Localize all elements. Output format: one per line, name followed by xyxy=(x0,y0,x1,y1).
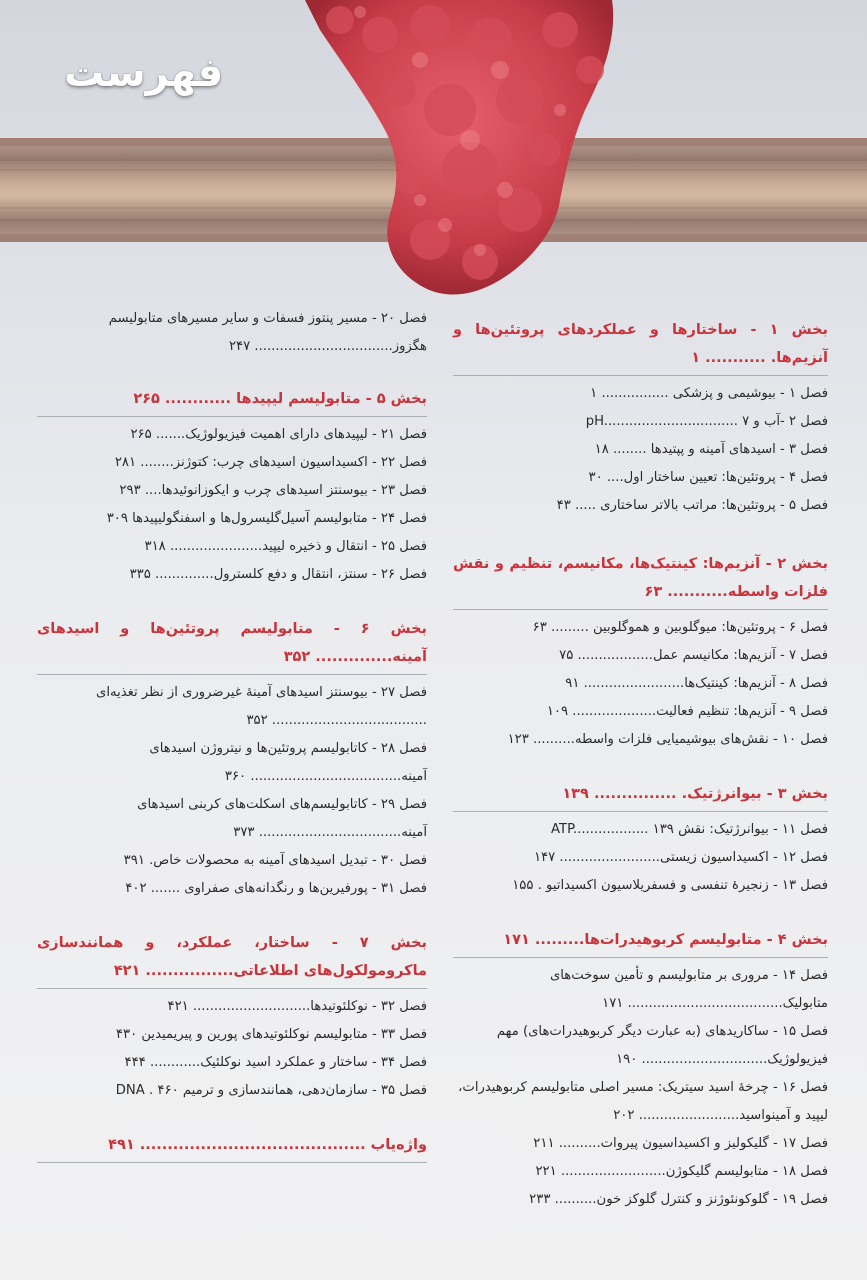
toc-section xyxy=(37,929,427,1105)
chapter-entry[interactable]: فصل ۲۴ - متابولیسم آسیل‌گلیسرول‌ها و اسفنگولیپیدها ۳۰۹ xyxy=(106,511,427,526)
chapter-entry[interactable]: فصل ۳ - اسیدهای آمینه و پپتیدها ........ ۱۸ xyxy=(594,442,828,457)
chapter-entry[interactable]: فصل ۱۰ - نقش‌های بیوشیمیایی فلزات واسطه.......... ۱۲۳ xyxy=(507,732,828,747)
section-divider xyxy=(37,988,427,989)
section-title[interactable]: بخش ۱ - ساختارها و عملکردهای پروتئین‌ها و آنزیم‌ها. ........... ۱ xyxy=(453,322,828,366)
section-divider xyxy=(37,674,427,675)
chapter-entry[interactable]: فصل ۵ - پروتئین‌ها: مراتب بالاتر ساختاری ..... ۴۳ xyxy=(556,498,828,513)
toc-section xyxy=(453,926,828,1214)
chapter-entry[interactable]: فصل ۶ - پروتئین‌ها: میوگلوبین و هموگلوبین ......... ۶۳ xyxy=(532,620,828,635)
chapter-entry[interactable]: فصل ۲۵ - انتقال و ذخیره لیپید...................... ۳۱۸ xyxy=(144,539,427,554)
chapter-entry[interactable]: فصل ۳۰ - تبدیل اسیدهای آمینه به محصولات خاص. ۳۹۱ xyxy=(123,853,427,868)
section-divider xyxy=(453,609,828,610)
chapter-entry[interactable]: فصل ۱۹ - گلوکونئوژنز و کنترل گلوکز خون.......... ۲۳۳ xyxy=(529,1192,828,1207)
toc-section xyxy=(37,305,427,361)
chapter-entry[interactable]: فصل ۲۳ - بیوسنتز اسیدهای چرب و ایکوزانوئیدها.... ۲۹۳ xyxy=(119,483,427,498)
chapter-entry[interactable]: فصل ۱۸ - متابولیسم گلیکوژن......................... ۲۲۱ xyxy=(535,1164,828,1179)
section-title[interactable]: بخش ۳ - بیوانرژتیک. ............... ۱۳۹ xyxy=(562,786,828,802)
chapter-entry[interactable]: فصل ۲۹ - کاتابولیسم‌های اسکلت‌های کربنی اسیدهای آمینه.................................. ۳۷۳ xyxy=(137,797,427,840)
header-illustration xyxy=(0,0,867,300)
chapter-entry[interactable]: فصل ۴ - پروتئین‌ها: تعیین ساختار اول.... ۳۰ xyxy=(588,470,828,485)
chapter-entry[interactable]: فصل ۲ -آب و pH................................ ۷ xyxy=(585,414,828,429)
chapter-entry[interactable]: فصل ۲۸ - کاتابولیسم پروتئین‌ها و نیتروژن اسیدهای آمینه.................................... ۳۶۰ xyxy=(149,741,427,784)
chapter-entry[interactable]: فصل ۷ - آنزیم‌ها: مکانیسم عمل.................. ۷۵ xyxy=(559,648,828,663)
chapter-entry[interactable]: فصل ۳۱ - پورفیرین‌ها و رنگدانه‌های صفراوی ....... ۴۰۲ xyxy=(125,881,427,896)
toc-section xyxy=(453,316,828,520)
chapter-entry[interactable]: فصل ۲۱ - لیپیدهای دارای اهمیت فیزیولوژیک....... ۲۶۵ xyxy=(130,427,427,442)
toc-section xyxy=(453,780,828,900)
page-title: فهرست xyxy=(64,50,224,96)
chapter-entry[interactable]: فصل ۳۳ - متابولیسم نوکلئوتیدهای پورین و پیریمیدین ۴۳۰ xyxy=(115,1027,427,1042)
chapter-entry[interactable]: فصل ۲۷ - بیوسنتز اسیدهای آمینهٔ غیرضروری از نظر تغذیه‌ای ..................................... ۳۵۲ xyxy=(96,685,427,728)
section-divider xyxy=(37,1162,427,1163)
chapter-entry[interactable]: فصل ۱۴ - مروری بر متابولیسم و تأمین سوخت‌های متابولیک..................................... ۱۷۱ xyxy=(549,968,828,1011)
section-divider xyxy=(453,957,828,958)
section-divider xyxy=(453,811,828,812)
chapter-entry[interactable]: فصل ۸ - آنزیم‌ها: کینتیک‌ها........................ ۹۱ xyxy=(565,676,828,691)
chapter-entry[interactable]: فصل ۳۵ - سازمان‌دهی، همانندسازی و ترمیم DNA . ۴۶۰ xyxy=(115,1083,427,1098)
toc-section xyxy=(453,550,828,754)
section-divider xyxy=(37,416,427,417)
chapter-entry[interactable]: فصل ۲۰ - مسیر پنتوز فسفات و سایر مسیرهای متابولیسم هگزوز................................. ۲۴۷ xyxy=(108,311,427,354)
chapter-entry[interactable]: فصل ۱۲ - اکسیداسیون زیستی........................ ۱۴۷ xyxy=(533,850,828,865)
toc-section xyxy=(37,1131,427,1163)
chapter-entry[interactable]: فصل ۱۱ - بیوانرژتیک: نقش ATP.................. ۱۳۹ xyxy=(551,822,828,837)
section-title[interactable]: بخش ۶ - متابولیسم پروتئین‌ها و اسیدهای آمینه.............. ۳۵۲ xyxy=(37,621,427,665)
section-divider xyxy=(453,375,828,376)
chapter-entry[interactable]: فصل ۳۴ - ساختار و عملکرد اسید نوکلئیک............ ۴۴۴ xyxy=(124,1055,427,1070)
chapter-entry[interactable]: فصل ۹ - آنزیم‌ها: تنظیم فعالیت.................... ۱۰۹ xyxy=(546,704,828,719)
section-title[interactable]: بخش ۷ - ساختار، عملکرد، و همانندسازی ماکرومولکول‌های اطلاعاتی................ ۴۲۱ xyxy=(37,935,427,979)
toc-left-column xyxy=(37,305,427,1167)
chapter-entry[interactable]: فصل ۱۳ - زنجیرهٔ تنفسی و فسفریلاسیون اکسیداتیو . ۱۵۵ xyxy=(512,878,828,893)
chapter-entry[interactable]: فصل ۲۶ - سنتز، انتقال و دفع کلسترول.............. ۳۳۵ xyxy=(129,567,427,582)
section-title[interactable]: بخش ۴ - متابولیسم کربوهیدرات‌ها......... ۱۷۱ xyxy=(503,932,828,948)
chapter-entry[interactable]: فصل ۳۲ - نوکلئوتیدها............................ ۴۲۱ xyxy=(167,999,427,1014)
chapter-entry[interactable]: فصل ۱۶ - چرخهٔ اسید سیتریک: مسیر اصلی متابولیسم کربوهیدرات، لیپید و آمینواسید........................ ۲۰۲ xyxy=(458,1080,828,1123)
chapter-entry[interactable]: فصل ۲۲ - اکسیداسیون اسیدهای چرب: کتوژنز........ ۲۸۱ xyxy=(114,455,427,470)
toc-section xyxy=(37,615,427,903)
toc-section xyxy=(37,385,427,589)
section-title[interactable]: بخش ۲ - آنزیم‌ها: کینتیک‌ها، مکانیسم، تنظیم و نقش فلزات واسطه........... ۶۳ xyxy=(453,556,828,600)
chapter-entry[interactable]: فصل ۱۵ - ساکاریدهای (به عبارت دیگر کربوهیدرات‌های) مهم فیزیولوژیک.............................. ۱۹۰ xyxy=(496,1024,828,1067)
toc-right-column xyxy=(453,316,828,1214)
section-title[interactable]: بخش ۵ - متابولیسم لیپیدها ............ ۲۶۵ xyxy=(133,391,427,407)
chapter-entry[interactable]: فصل ۱ - بیوشیمی و پزشکی ................ ۱ xyxy=(590,386,828,401)
chapter-entry[interactable]: فصل ۱۷ - گلیکولیز و اکسیداسیون پیروات.......... ۲۱۱ xyxy=(533,1136,828,1151)
section-title[interactable]: واژه‌یاب ......................................... ۴۹۱ xyxy=(108,1137,427,1153)
